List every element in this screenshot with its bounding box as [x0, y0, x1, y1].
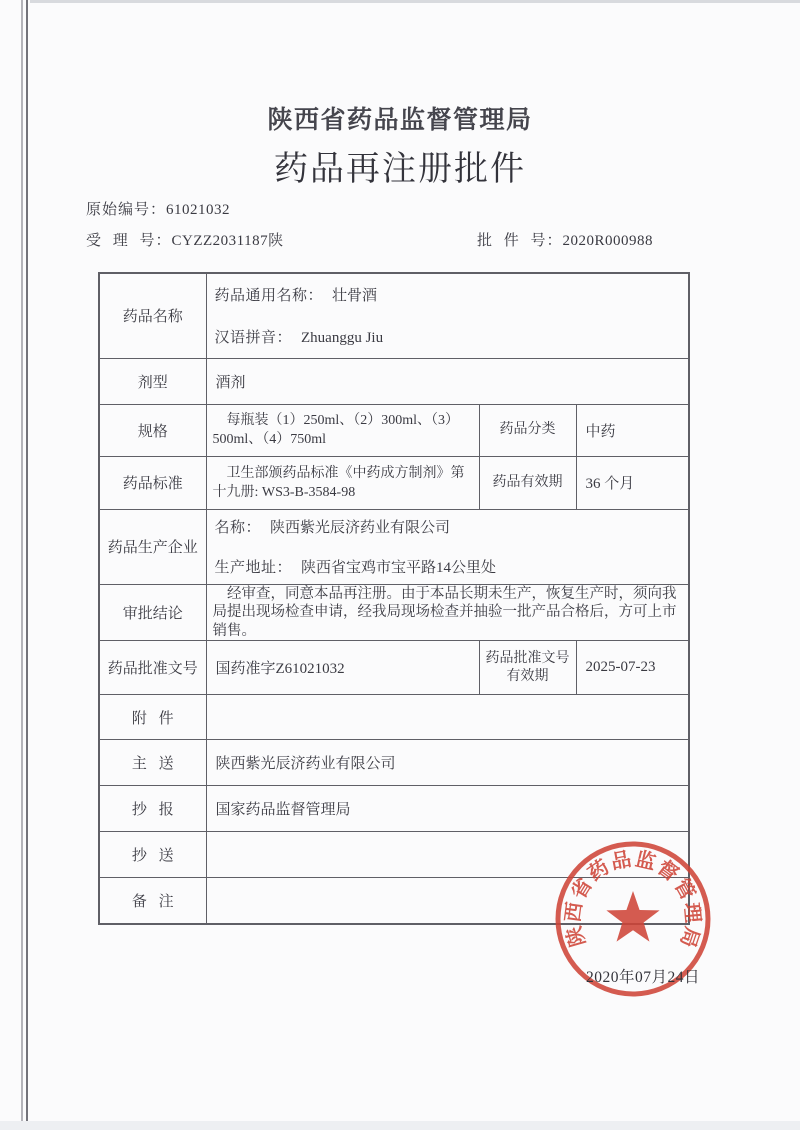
copy-report-label-cell: 抄 报 [99, 786, 206, 832]
manufacturer-lines [213, 516, 683, 577]
approval-validity-label-cell: 药品批准文号有效期 [479, 641, 576, 695]
registration-table [98, 272, 690, 925]
validity-label-cell: 药品有效期 [479, 456, 576, 509]
dosage-form-value-cell: 酒剂 [206, 358, 689, 404]
conclusion-label-cell: 审批结论 [99, 584, 206, 641]
row-specification [99, 404, 689, 456]
manufacturer-name-label: 名称： [214, 520, 262, 536]
row-attachment [99, 695, 689, 740]
original-number-label: 原始编号： [86, 202, 167, 218]
approval-number-label-cell: 药品批准文号 [99, 641, 206, 695]
row-manufacturer [99, 509, 689, 584]
drug-name-lines [213, 284, 683, 347]
manufacturer-label-cell: 药品生产企业 [99, 509, 206, 584]
pinyin-label: 汉语拼音： [214, 330, 293, 347]
standard-value-cell: 卫生部颁药品标准《中药成方制剂》第十九册: WS3-B-3584-98 [206, 456, 479, 509]
dosage-form-label-cell: 剂型 [99, 358, 206, 404]
copy-report-value-cell: 国家药品监督管理局 [206, 786, 689, 832]
scan-top-strip [30, 0, 800, 3]
remarks-label-cell: 备 注 [99, 878, 206, 924]
generic-name-value: 壮骨酒 [332, 288, 378, 305]
star-icon [606, 891, 659, 942]
scan-bottom-strip [0, 1121, 800, 1130]
attachment-value-cell [206, 695, 689, 740]
row-drug-name [99, 273, 689, 358]
row-dosage-form [99, 358, 689, 404]
specification-label-cell: 规格 [99, 404, 206, 456]
main-delivery-value-cell: 陕西紫光辰济药业有限公司 [206, 740, 689, 786]
row-standard [99, 456, 689, 509]
generic-name-label: 药品通用名称： [214, 288, 324, 305]
approval-doc-number-row [477, 229, 653, 250]
manufacturer-address-value: 陕西省宝鸡市宝平路14公里处 [301, 560, 497, 576]
issue-date: 2020年07月24日 [586, 969, 701, 986]
acceptance-number-value: CYZZ2031187陕 [171, 233, 284, 249]
doc-title: 药品再注册批件 [274, 151, 526, 188]
row-conclusion [99, 584, 689, 641]
manufacturer-value-cell [206, 509, 689, 584]
manufacturer-address-label: 生产地址： [214, 560, 293, 576]
approval-doc-number-value: 2020R000988 [562, 233, 654, 249]
manufacturer-name-value: 陕西紫光辰济药业有限公司 [270, 520, 451, 536]
acceptance-number-row [86, 229, 284, 250]
specification-value-cell: 每瓶装（1）250ml、（2）300ml、（3）500ml、（4）750ml [206, 404, 479, 456]
pinyin-value: Zhuanggu Jiu [301, 330, 384, 347]
drug-name-label-cell: 药品名称 [99, 273, 206, 358]
drug-category-value-cell: 中药 [576, 404, 689, 456]
original-number-row [86, 198, 230, 219]
copy-delivery-label-cell: 抄 送 [99, 832, 206, 878]
drug-category-label-cell: 药品分类 [479, 404, 576, 456]
main-delivery-label-cell: 主 送 [99, 740, 206, 786]
row-approval-number [99, 641, 689, 695]
drug-name-value-cell [206, 273, 689, 358]
attachment-label-cell: 附 件 [99, 695, 206, 740]
standard-label-cell: 药品标准 [99, 456, 206, 509]
validity-value-cell: 36 个月 [576, 456, 689, 509]
conclusion-value-cell: 经审查，同意本品再注册。由于本品长期未生产，恢复生产时，须向我局提出现场检查申请，经我局现场检查并抽验一批产品合格后，方可上市销售。 [206, 584, 689, 641]
row-main-delivery [99, 740, 689, 786]
approval-doc-number-label: 批 件 号： [477, 233, 563, 249]
org-title: 陕西省药品监督管理局 [267, 106, 533, 134]
row-copy-report [99, 786, 689, 832]
seal-arc-text: 陕西省药品监督管理局 [562, 848, 704, 952]
approval-number-value-cell: 国药准字Z61021032 [206, 641, 479, 695]
approval-validity-value-cell: 2025-07-23 [576, 641, 689, 695]
original-number-value: 61021032 [166, 202, 231, 218]
acceptance-number-label: 受 理 号： [86, 233, 172, 249]
